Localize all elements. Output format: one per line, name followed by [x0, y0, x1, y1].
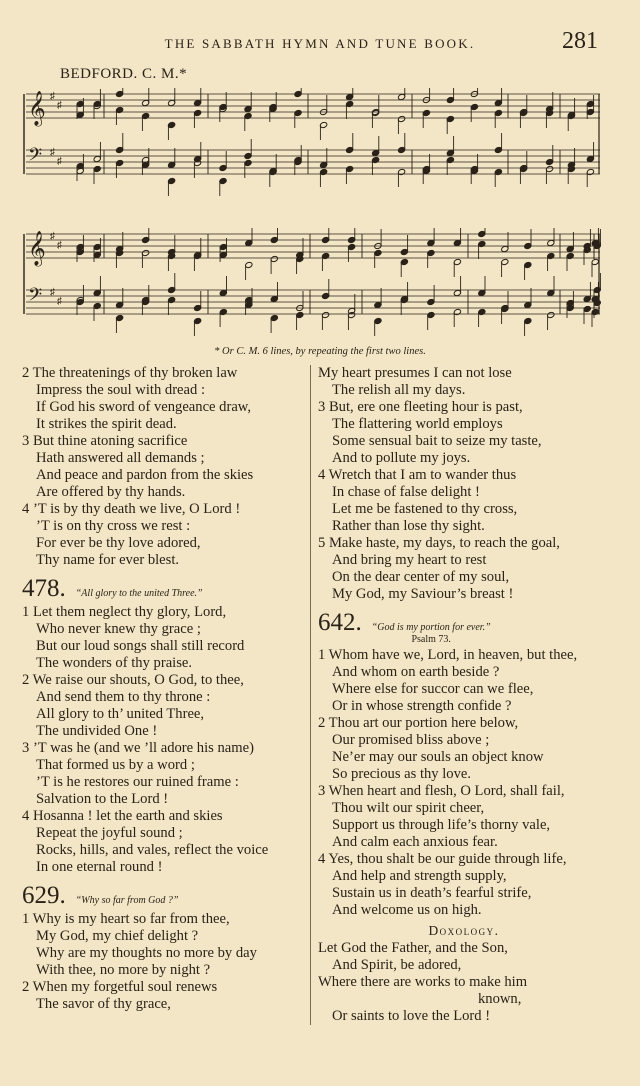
hymn-caption: “Why so far from God ?”: [75, 895, 179, 906]
verse-line: Let God the Father, and the Son,: [318, 940, 508, 956]
hymn-number: 478.: [22, 575, 66, 602]
verse-line: 4 Hosanna ! let the earth and skies: [22, 808, 223, 824]
verse-line: known,: [478, 991, 522, 1007]
verse-line: The relish all my days.: [332, 382, 466, 398]
stanza: [22, 604, 304, 672]
stanza: [318, 783, 610, 851]
verse-line: In one eternal round !: [36, 859, 163, 875]
stanza: [318, 535, 610, 603]
verse-line: Rather than lose thy sight.: [332, 518, 485, 534]
verse-line: Are offered by thy hands.: [36, 484, 186, 500]
verse-line: Our promised bliss above ;: [332, 732, 490, 748]
doxology: [318, 940, 610, 1025]
verse-line: 1 Why is my heart so far from thee,: [22, 911, 230, 927]
verse-line: That formed us by a word ;: [36, 757, 195, 773]
verse-line: Hath answered all demands ;: [36, 450, 205, 466]
verse-line: Let me be fastened to thy cross,: [332, 501, 518, 517]
verse-line: Ne’er may our souls an object know: [332, 749, 544, 765]
stanza: [22, 911, 304, 979]
verse-line: Sustain us in death’s fearful strife,: [332, 885, 532, 901]
verse-line: My God, my Saviour’s breast !: [332, 586, 514, 602]
verse-line: In chase of false delight !: [332, 484, 480, 500]
verse-line: The undivided One !: [36, 723, 158, 739]
hymn-642-heading: [318, 610, 610, 645]
verse-line: Thy name for ever blest.: [36, 552, 180, 568]
column-divider: [310, 365, 311, 1025]
verse-line: Where there are works to make him: [318, 974, 528, 990]
svg-text:♯: ♯: [57, 156, 62, 167]
svg-text:♯: ♯: [50, 231, 55, 242]
verse-line: And send them to thy throne :: [36, 689, 211, 705]
verse-line: And calm each anxious fear.: [332, 834, 498, 850]
hymn-caption-block: [372, 622, 491, 645]
verse-line: 4 Yes, thou shalt be our guide through life,: [318, 851, 567, 867]
svg-text:♯: ♯: [50, 147, 55, 158]
hymn-caption: “All glory to the united Three.”: [75, 588, 203, 599]
verse-line: So precious as thy love.: [332, 766, 472, 782]
stanza: [22, 501, 304, 569]
svg-text:♯: ♯: [57, 296, 62, 307]
hymn-source: Psalm 73.: [411, 634, 451, 645]
stanza: [22, 740, 304, 808]
verse-line: 1 Whom have we, Lord, in heaven, but thee,: [318, 647, 578, 663]
doxology-heading: Doxology.: [428, 923, 500, 938]
svg-text:𝄞: 𝄞: [28, 91, 46, 126]
tune-title: BEDFORD. C. M.*: [60, 66, 188, 82]
verse-line: ’T is on thy cross we rest :: [36, 518, 191, 534]
verse-line: 2 When my forgetful soul renews: [22, 979, 218, 995]
verse-line: Repeat the joyful sound ;: [36, 825, 183, 841]
verse-line: Salvation to the Lord !: [36, 791, 169, 807]
stanza: [22, 979, 304, 1013]
verse-line: 2 The threatenings of thy broken law: [22, 365, 238, 381]
verse-line: 2 We raise our shouts, O God, to thee,: [22, 672, 244, 688]
verse-line: Who never knew thy grace ;: [36, 621, 201, 637]
verse-line: Or in whose strength confide ?: [332, 698, 512, 714]
verse-line: It strikes the spirit dead.: [36, 416, 177, 432]
verse-line: 5 Make haste, my days, to reach the goal,: [318, 535, 560, 551]
verse-line: 3 ’T was he (and we ’ll adore his name): [22, 740, 254, 756]
running-title: THE SABBATH HYMN AND TUNE BOOK.: [164, 36, 476, 51]
stanza: [22, 808, 304, 876]
verse-line: The wonders of thy praise.: [36, 655, 193, 671]
verse-line: Why are my thoughts no more by day: [36, 945, 257, 961]
hymn-number: 629.: [22, 882, 66, 909]
svg-text:♯: ♯: [50, 287, 55, 298]
verse-line: The savor of thy grace,: [36, 996, 171, 1012]
verse-line: Or saints to love the Lord !: [332, 1008, 491, 1024]
verse-line: 3 But thine atoning sacrifice: [22, 433, 188, 449]
verse-line: Where else for succor can we flee,: [332, 681, 534, 697]
left-column: [22, 365, 304, 1013]
verse-line: For ever be thy love adored,: [36, 535, 201, 551]
verse-line: Thou wilt our spirit cheer,: [332, 800, 485, 816]
music-score-system-2: [20, 228, 602, 338]
verse-line: And whom on earth beside ?: [332, 664, 500, 680]
verse-line: But our loud songs shall still record: [36, 638, 245, 654]
verse-line: And welcome us on high.: [332, 902, 482, 918]
verse-line: With thee, no more by night ?: [36, 962, 211, 978]
svg-text:𝄞: 𝄞: [28, 231, 46, 266]
verse-line: 2 Thou art our portion here below,: [318, 715, 519, 731]
verse-line: 4 Wretch that I am to wander thus: [318, 467, 517, 483]
verse-line: All glory to th’ united Three,: [36, 706, 205, 722]
verse-line: My God, my chief delight ?: [36, 928, 199, 944]
verse-line: If God his sword of vengeance draw,: [36, 399, 252, 415]
svg-text:𝄢: 𝄢: [28, 285, 43, 310]
verse-line: 3 When heart and flesh, O Lord, shall fail,: [318, 783, 565, 799]
stanza: [318, 647, 610, 715]
page-number: 281: [562, 28, 598, 54]
verse-line: And Spirit, be adored,: [332, 957, 462, 973]
hymn-629-heading: [22, 883, 304, 909]
verse-line: Support us through life’s thorny vale,: [332, 817, 551, 833]
hymn-478-heading: [22, 576, 304, 602]
svg-text:♯: ♯: [57, 100, 62, 111]
stanza: [318, 715, 610, 783]
verse-line: And peace and pardon from the skies: [36, 467, 254, 483]
verse-line: And to pollute my joys.: [332, 450, 471, 466]
stanza: [318, 399, 610, 467]
right-column: [318, 365, 610, 1025]
svg-text:♯: ♯: [57, 240, 62, 251]
stanza: [318, 467, 610, 535]
stanza: [318, 365, 610, 399]
stanza: [22, 365, 304, 433]
verse-line: Some sensual bait to seize my taste,: [332, 433, 542, 449]
music-score-system-1: [20, 88, 602, 196]
svg-text:♯: ♯: [50, 91, 55, 102]
hymn-number: 642.: [318, 609, 362, 636]
verse-line: Rocks, hills, and vales, reflect the voice: [36, 842, 269, 858]
verse-line: 3 But, ere one fleeting hour is past,: [318, 399, 523, 415]
verse-line: 4 ’T is by thy death we live, O Lord !: [22, 501, 241, 517]
verse-line: My heart presumes I can not lose: [318, 365, 512, 381]
stanza: [22, 672, 304, 740]
stanza: [22, 433, 304, 501]
verse-line: 1 Let them neglect thy glory, Lord,: [22, 604, 227, 620]
verse-line: And help and strength supply,: [332, 868, 507, 884]
verse-line: The flattering world employs: [332, 416, 503, 432]
hymn-caption: “God is my portion for ever.”: [371, 622, 491, 633]
verse-line: Impress the soul with dread :: [36, 382, 206, 398]
verse-line: ’T is he restores our ruined frame :: [36, 774, 239, 790]
verse-line: On the dear center of my soul,: [332, 569, 510, 585]
tune-footnote: * Or C. M. 6 lines, by repeating the first two lines.: [214, 346, 426, 357]
stanza: [318, 851, 610, 919]
verse-line: And bring my heart to rest: [332, 552, 487, 568]
svg-text:𝄢: 𝄢: [28, 145, 43, 170]
